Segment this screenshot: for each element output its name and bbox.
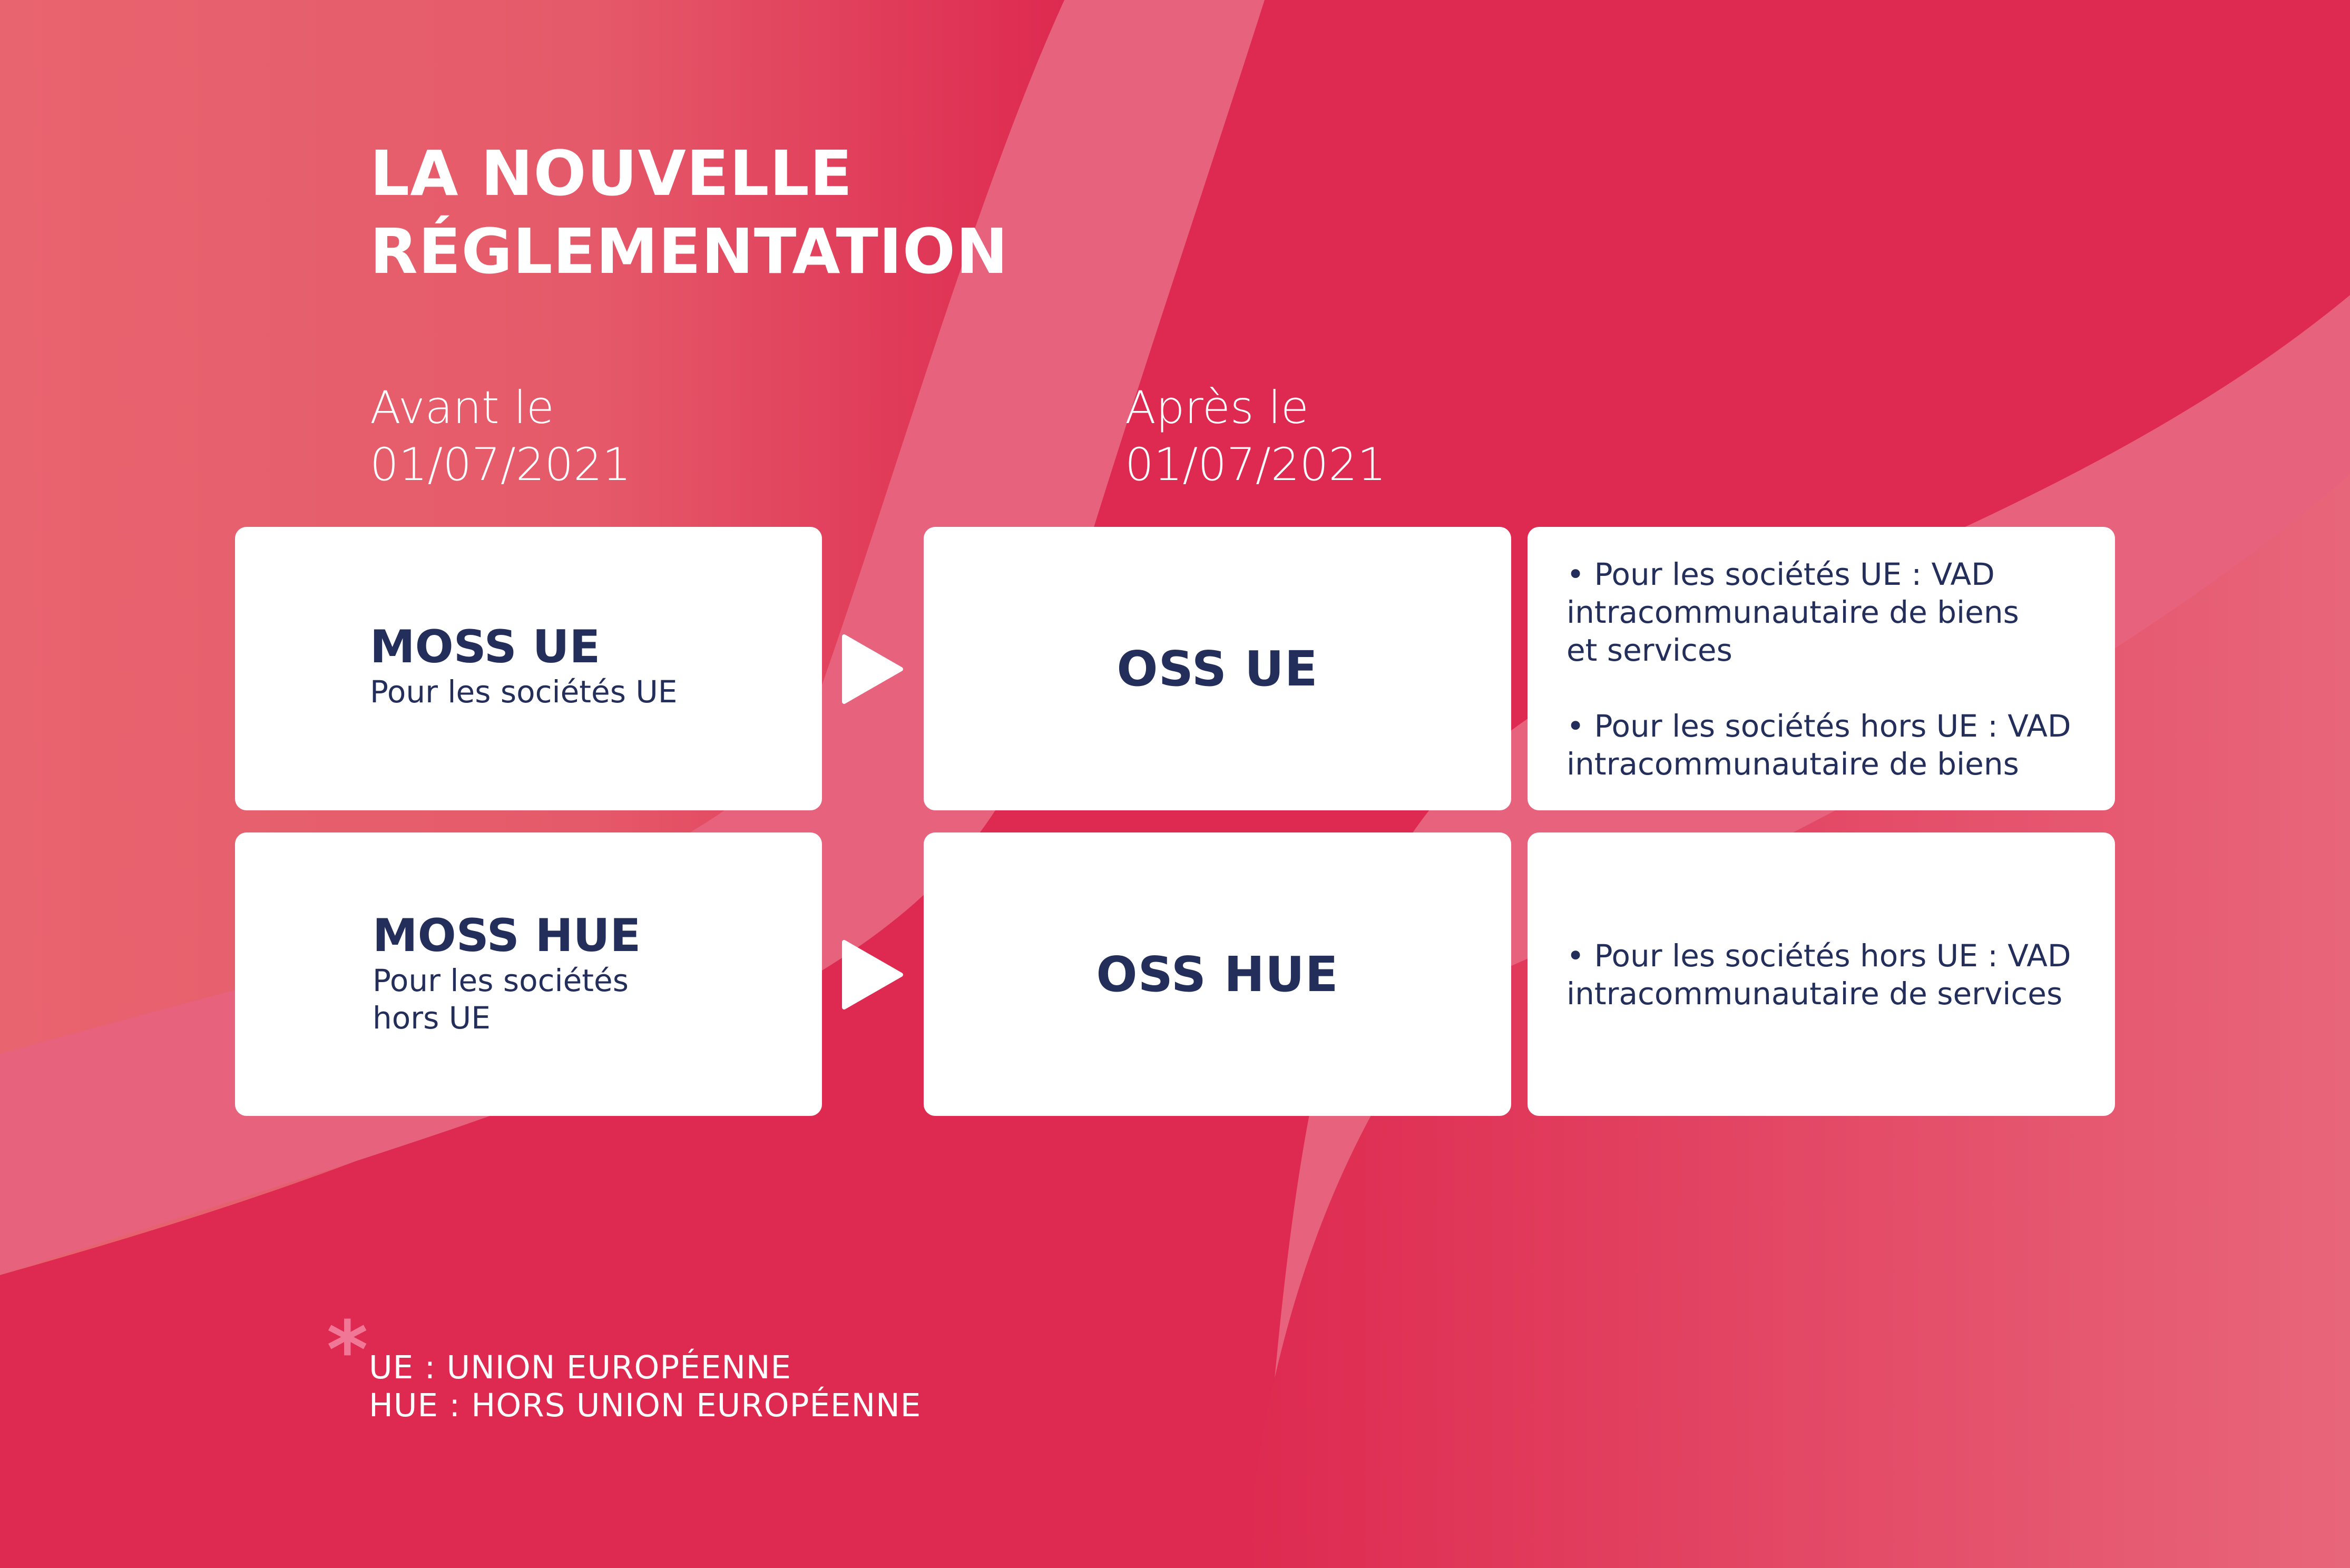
column-after-line-2: 01/07/2021 <box>1125 438 1386 491</box>
card-subtitle-line: Pour les sociétés UE <box>370 674 678 710</box>
details-line: intracommunautaire de biens <box>1566 746 2019 782</box>
card-subtitle-line: hors UE <box>373 1000 491 1036</box>
column-before-line-1: Avant le <box>370 381 554 434</box>
details-item <box>1566 555 2071 669</box>
asterisk-icon: * <box>327 1305 368 1396</box>
card-oss-ue <box>924 527 1511 810</box>
card-title: MOSS UE <box>370 621 601 673</box>
card-details-hue <box>1528 832 2115 1116</box>
title-line-1: LA NOUVELLE <box>370 137 853 210</box>
details-line: • Pour les sociétés hors UE : VAD <box>1566 938 2071 974</box>
legend-line: UE : UNION EUROPÉENNE <box>369 1349 792 1386</box>
card-subtitle <box>370 673 677 711</box>
column-after-line-1: Après le <box>1125 381 1309 434</box>
card-moss-hue <box>235 832 822 1116</box>
details-line: intracommunautaire de services <box>1566 976 2063 1012</box>
column-before-line-2: 01/07/2021 <box>370 438 631 491</box>
card-title: OSS HUE <box>1096 946 1339 1003</box>
details-line: et services <box>1566 632 1732 668</box>
details-line: • Pour les sociétés UE : VAD <box>1566 556 1995 592</box>
card-details-ue <box>1528 527 2115 810</box>
details-list <box>1566 555 2071 783</box>
card-title: MOSS HUE <box>373 909 641 962</box>
legend-line: HUE : HORS UNION EUROPÉENNE <box>369 1387 922 1424</box>
details-list <box>1566 937 2071 1013</box>
title-line-2: RÉGLEMENTATION <box>370 215 1008 288</box>
card-moss-ue <box>235 527 822 810</box>
page-title <box>370 134 1008 290</box>
legend <box>369 1349 921 1425</box>
play-arrow-icon <box>839 632 906 706</box>
card-oss-hue <box>924 832 1511 1116</box>
details-item <box>1566 937 2071 1013</box>
play-arrow-icon <box>839 938 906 1012</box>
details-line: • Pour les sociétés hors UE : VAD <box>1566 708 2071 744</box>
column-header-after <box>1125 379 1386 493</box>
details-line: intracommunautaire de biens <box>1566 594 2019 630</box>
column-header-before <box>370 379 631 493</box>
card-title: OSS UE <box>1117 640 1318 697</box>
card-subtitle-line: Pour les sociétés <box>373 963 629 998</box>
details-item <box>1566 707 2071 783</box>
card-subtitle <box>373 962 629 1037</box>
